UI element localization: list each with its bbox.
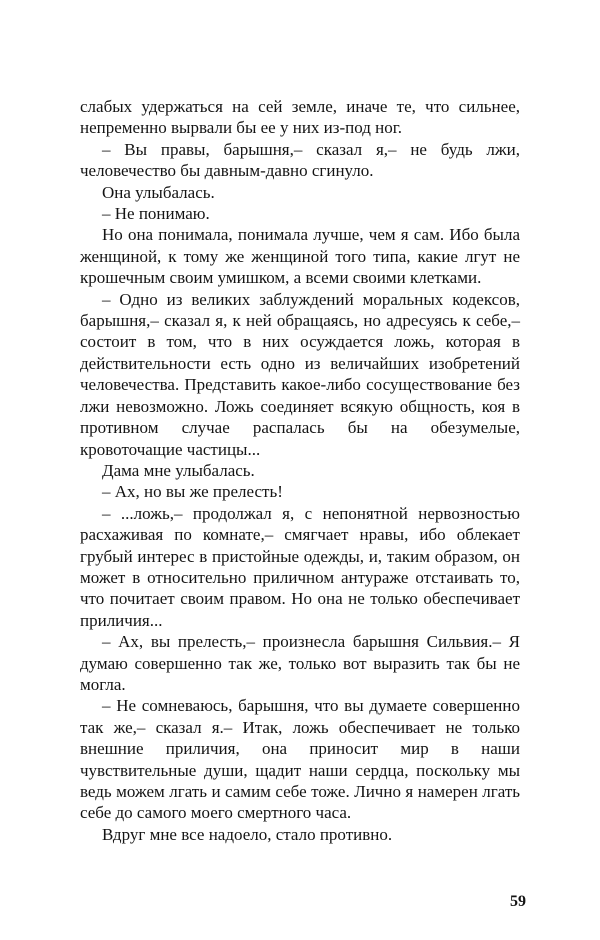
paragraph: – ...ложь,– продолжал я, с непонятной нервозностью расхаживая по комнате,– смягчает нравы, ибо облекает грубый интерес в пристойные одежды, и, таким образом, он может в относительно приличном антураже отстаивать то, что почитает своим правом. Но она не только обеспечивает приличия... [80,503,520,630]
paragraph: – Не понимаю. [102,204,210,224]
paragraph: – Ах, но вы же прелесть! [102,482,283,502]
body-text [80,96,520,845]
paragraph: – Не сомневаюсь, барышня, что вы думаете совершенно так же,– сказал я.– Итак, ложь обеспечивает не только внешние приличия, она приносит мир в наши чувствительные души, щадит наши сердца, поскольку мы ведь можем лгать и самим себе тоже. Лично я намерен лгать себе до самого моего смертного часа. [80,696,520,823]
paragraph: – Одно из великих заблуждений моральных кодексов, барышня,– сказал я, к ней обращаясь, но адресуясь к себе,– состоит в том, что в них осуждается ложь, которая в действительности есть одно из величайших изобретений человечества. Представить какое-либо сосуществование без лжи невозможно. Ложь соединяет всякую общность, коя в противном случае распалась бы на обезумелые, кровоточащие частицы... [80,289,520,459]
paragraph: Вдруг мне все надоело, стало противно. [102,824,393,844]
paragraph: Она улыбалась. [102,182,215,202]
paragraph: – Вы правы, барышня,– сказал я,– не будь лжи, человечество бы давным-давно сгинуло. [80,139,520,181]
paragraph: – Ах, вы прелесть,– произнесла барышня Сильвия.– Я думаю совершенно так же, только вот выразить так бы не могла. [80,632,520,694]
paragraph: Дама мне улыбалась. [102,460,255,480]
paragraph: слабых удержаться на сей земле, иначе те, что сильнее, непременно вырвали бы ее у них из-под ног. [80,97,520,138]
paragraph: Но она понимала, понимала лучше, чем я сам. Ибо была женщиной, к тому же женщиной того типа, какие лгут не крошечным своим умишком, а всеми своими клетками. [80,225,520,288]
page-number: 59 [510,893,526,910]
